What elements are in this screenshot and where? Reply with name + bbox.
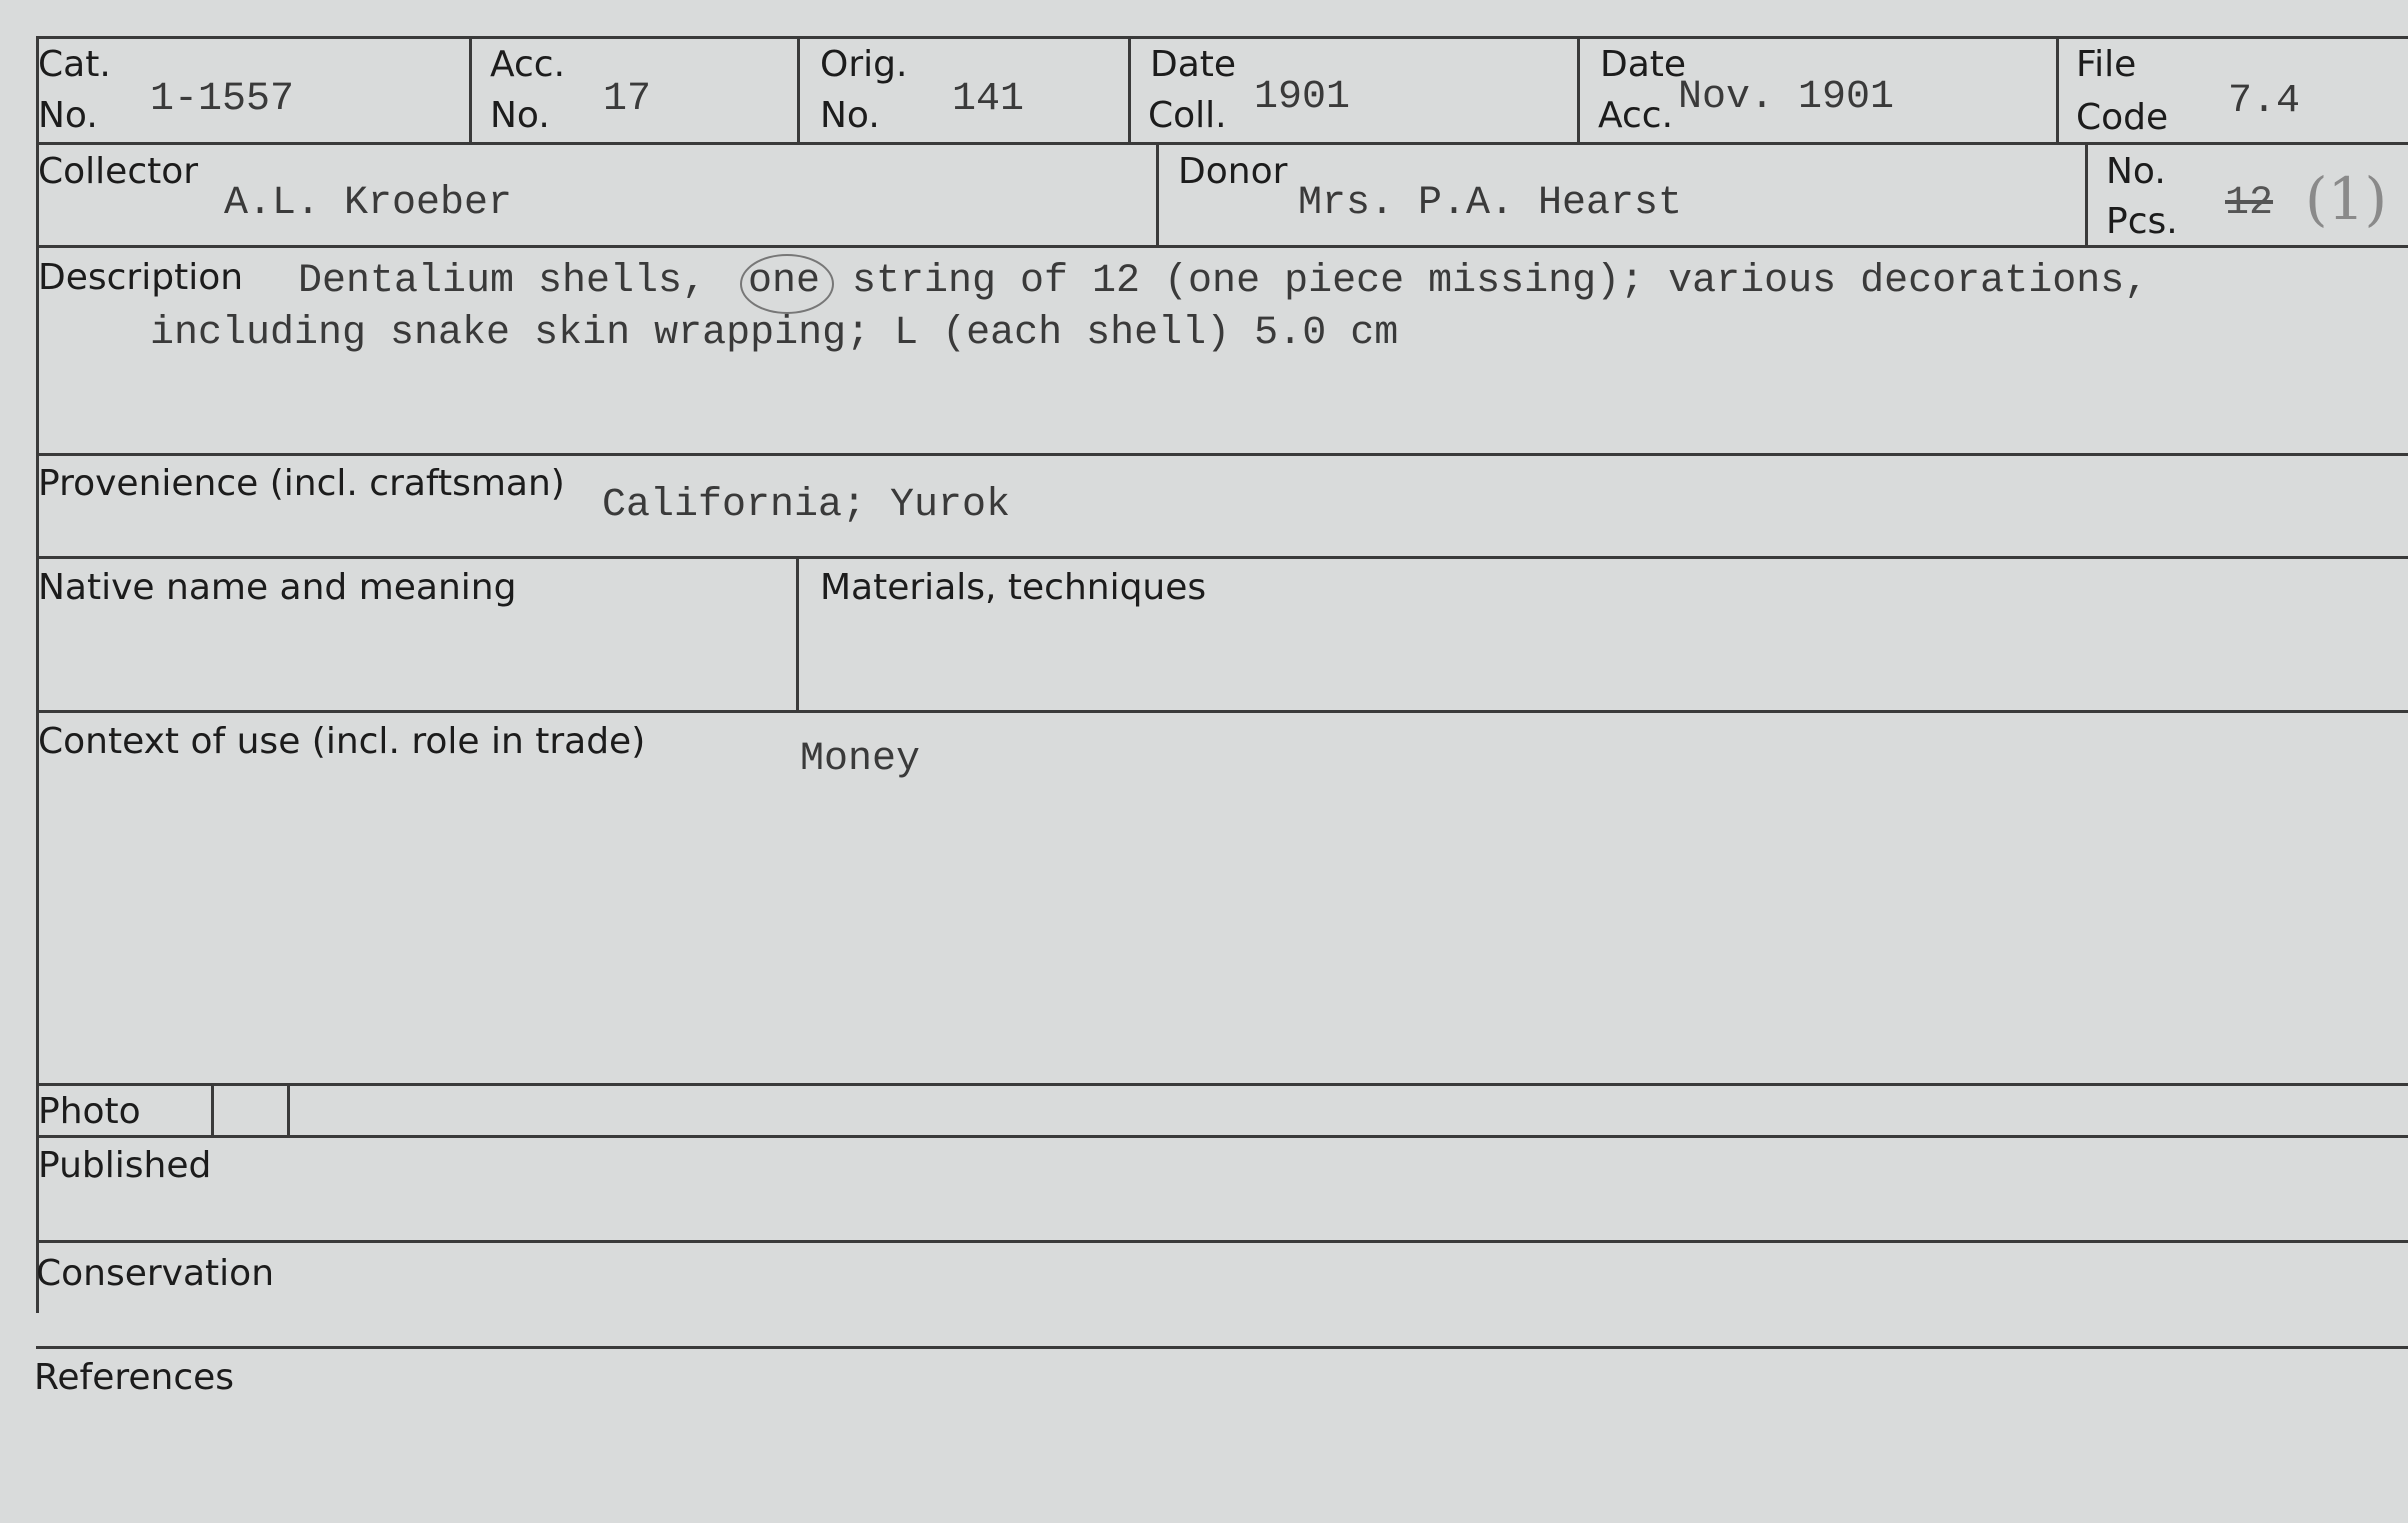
vrule-acc-orig	[797, 36, 800, 145]
context-value: Money	[800, 737, 921, 782]
file-label-1: File	[2076, 44, 2137, 85]
top-border	[36, 36, 2408, 39]
rule-native-bottom	[36, 710, 2408, 713]
orig-label-1: Orig.	[820, 44, 908, 85]
description-label: Description	[38, 257, 244, 298]
file-label-2: Code	[2076, 97, 2169, 138]
vrule-donor-pcs	[2085, 142, 2088, 248]
pcs-struck-value: 12	[2225, 181, 2274, 226]
materials-label: Materials, techniques	[820, 567, 1207, 608]
references-label: References	[34, 1357, 235, 1398]
rule-row2-bottom	[36, 245, 2408, 248]
vrule-orig-datecoll	[1128, 36, 1131, 145]
date-coll-label-1: Date	[1150, 44, 1237, 85]
description-line-2: including snake skin wrapping; L (each shell) 5.0 cm	[150, 311, 1399, 356]
vrule-datecoll-dateacc	[1577, 36, 1580, 145]
published-label: Published	[38, 1145, 212, 1186]
vrule-photo-box-2	[287, 1083, 290, 1138]
conservation-label: Conservation	[36, 1253, 275, 1294]
rule-description-bottom	[36, 453, 2408, 456]
date-acc-label-1: Date	[1600, 44, 1687, 85]
provenience-value: California; Yurok	[602, 483, 1011, 528]
vrule-photo-box-1	[211, 1083, 214, 1138]
cat-label-2: No.	[38, 95, 98, 136]
date-acc-label-2: Acc.	[1598, 95, 1674, 136]
rule-published-bottom	[36, 1240, 2408, 1243]
date-coll-label-2: Coll.	[1148, 95, 1227, 136]
photo-label: Photo	[38, 1091, 141, 1132]
vrule-dateacc-file	[2056, 36, 2059, 145]
acc-number: 17	[603, 77, 652, 122]
rule-photo-bottom	[36, 1135, 2408, 1138]
orig-number: 141	[952, 77, 1025, 122]
date-acc-value: Nov. 1901	[1678, 75, 1895, 120]
acc-label-2: No.	[490, 95, 550, 136]
orig-label-2: No.	[820, 95, 880, 136]
native-name-label: Native name and meaning	[38, 567, 517, 608]
rule-conservation-bottom	[36, 1346, 2408, 1349]
cat-number: 1-1557	[150, 77, 295, 122]
description-line-1-end: string of 12 (one piece missing); various decorations,	[852, 259, 2149, 304]
vrule-cat-acc	[469, 36, 472, 145]
rule-row1-bottom	[36, 142, 2408, 145]
pcs-handwritten-value: (1)	[2305, 165, 2388, 233]
collector-label: Collector	[38, 151, 199, 192]
pcs-label-1: No.	[2106, 151, 2166, 192]
rule-provenience-bottom	[36, 556, 2408, 559]
pcs-label-2: Pcs.	[2106, 201, 2178, 242]
donor-value: Mrs. P.A. Hearst	[1298, 181, 1683, 226]
context-label: Context of use (incl. role in trade)	[38, 721, 646, 762]
rule-photo-top	[36, 1083, 2408, 1086]
cat-label-1: Cat.	[38, 44, 111, 85]
vrule-native-materials	[796, 556, 799, 713]
vrule-collector-donor	[1156, 142, 1159, 248]
description-line-1-start: Dentalium shells,	[298, 259, 707, 304]
provenience-label: Provenience (incl. craftsman)	[38, 463, 565, 504]
file-code-value: 7.4	[2228, 79, 2301, 124]
description-line-1-circled: one	[748, 259, 821, 304]
collector-value: A.L. Kroeber	[224, 181, 513, 226]
acc-label-1: Acc.	[490, 44, 566, 85]
date-coll-value: 1901	[1254, 75, 1351, 120]
donor-label: Donor	[1178, 151, 1288, 192]
